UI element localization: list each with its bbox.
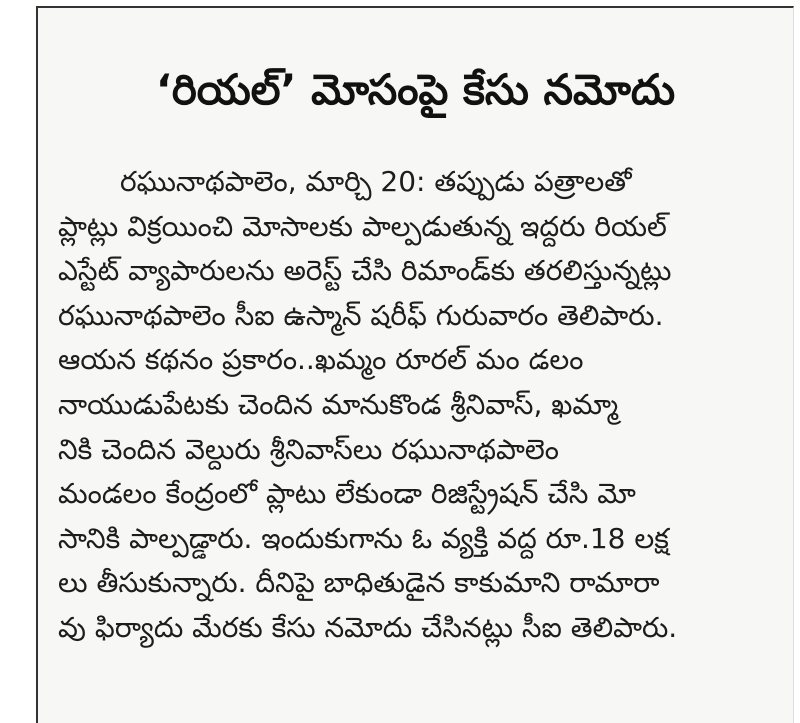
article-line: నికి చెందిన వెల్దురు శ్రీనివాస్‌లు రఘునాథపాలెం (58, 432, 559, 466)
news-clipping (36, 6, 794, 723)
headline: ‘రియల్’ మోసంపై కేసు నమోదు (155, 65, 676, 114)
article-line: నాయుడుపేటకు చెందిన మానుకొండ శ్రీనివాస్, ఖమ్మా (58, 387, 619, 421)
article-line: ఎస్టేట్ వ్యాపారులను అరెస్ట్ చేసి రిమాండ్‌కు తరలిస్తున్నట్లు (58, 254, 672, 288)
article-line: ఆయన కథనం ప్రకారం..ఖమ్మం రూరల్ మం డలం (58, 343, 584, 377)
article-line: వు ఫిర్యాదు మేరకు కేసు నమోదు చేసినట్లు సీఐ తెలిపారు. (58, 610, 678, 644)
article-line: ప్లాట్లు విక్రయించి మోసాలకు పాల్పడుతున్న ఇద్దరు రియల్ (58, 209, 667, 243)
article-line: మండలం కేంద్రంలో ప్లాటు లేకుండా రిజిస్ట్రేషన్ చేసి మో (58, 477, 636, 511)
article-line: రఘునాథపాలెం సీఐ ఉస్మాన్ షరీఫ్ గురువారం తెలిపారు. (58, 298, 664, 332)
article-line: రఘునాథపాలెం, మార్చి 20: తప్పుడు పత్రాలతో (120, 165, 632, 198)
article-body (58, 160, 794, 651)
article-line: లు తీసుకున్నారు. దీనిపై బాధితుడైన కాకుమాని రామారా (58, 566, 660, 600)
article-line: సానికి పాల్పడ్డారు. ఇందుకుగాను ఓ వ్యక్తి వద్ద రూ.18 లక్ష (58, 521, 669, 555)
